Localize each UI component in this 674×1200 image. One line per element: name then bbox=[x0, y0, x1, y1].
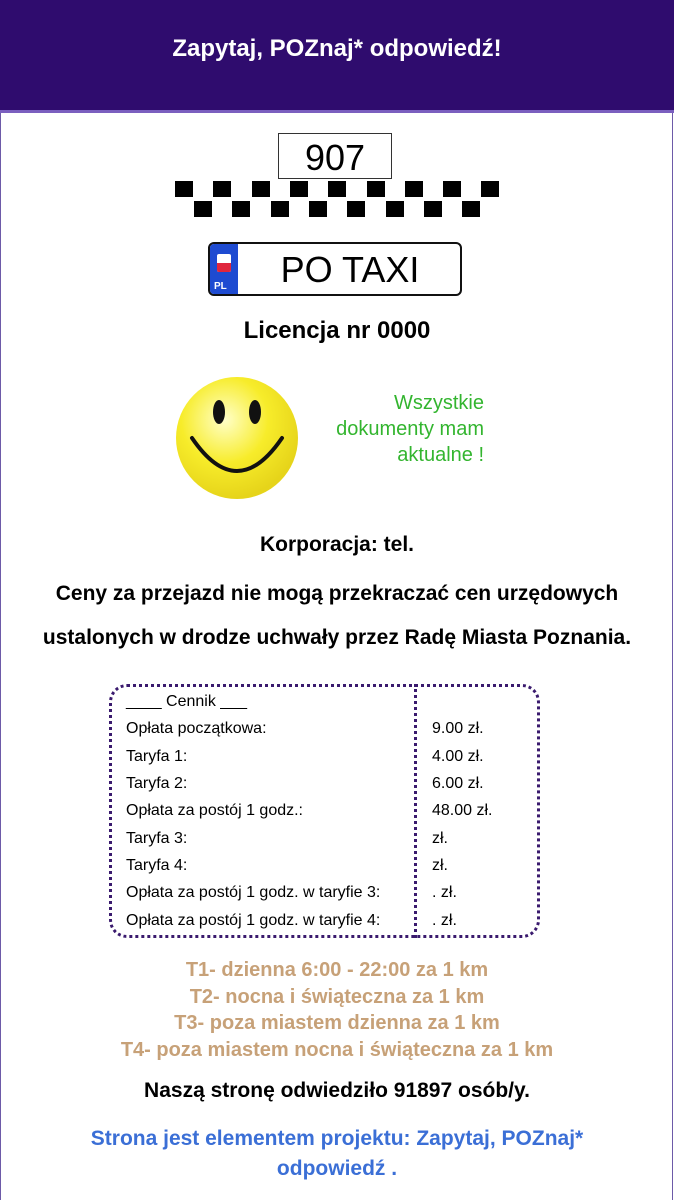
tariff-description: T2- nocna i świąteczna za 1 km bbox=[189, 986, 485, 1008]
plate-country-code: PL bbox=[214, 281, 227, 292]
plate-text: PO TAXI bbox=[280, 249, 420, 290]
price-row-value: 9.00 zł. bbox=[432, 720, 484, 737]
price-list-divider bbox=[414, 684, 417, 938]
price-row-label: Opłata początkowa: bbox=[126, 720, 267, 737]
checkered-stripe bbox=[175, 181, 499, 219]
page-title: Zapytaj, POZnaj* odpowiedź! bbox=[172, 35, 502, 62]
documents-note-line: Wszystkie bbox=[394, 392, 484, 414]
corporation-phone: Korporacja: tel. bbox=[259, 533, 415, 556]
price-row-label: Taryfa 4: bbox=[126, 857, 188, 874]
eu-band bbox=[210, 244, 238, 294]
price-row-value: 48.00 zł. bbox=[432, 802, 493, 819]
project-link[interactable] bbox=[40, 1124, 634, 1184]
price-list-header: ____ Cennik ___ bbox=[126, 693, 247, 710]
tariff-description: T3- poza miastem dzienna za 1 km bbox=[174, 1012, 500, 1034]
documents-note-line: dokumenty mam bbox=[336, 418, 484, 440]
price-row-label: Taryfa 2: bbox=[126, 775, 188, 792]
price-row-value: . zł. bbox=[432, 884, 457, 901]
documents-note bbox=[300, 390, 484, 468]
tariff-description: T4- poza miastem nocna i świąteczna za 1 km bbox=[120, 1039, 554, 1061]
price-row-label: Opłata za postój 1 godz.: bbox=[126, 802, 303, 819]
polish-flag-icon bbox=[217, 254, 231, 272]
price-row-value: 4.00 zł. bbox=[432, 748, 484, 765]
price-row-value: 6.00 zł. bbox=[432, 775, 484, 792]
price-notice-line: ustalonych w drodze uchwały przez Radę Miasta Poznania. bbox=[42, 626, 632, 649]
price-row-label: Taryfa 1: bbox=[126, 748, 188, 765]
price-notice bbox=[0, 572, 674, 660]
project-link-line[interactable]: odpowiedź . bbox=[276, 1157, 398, 1180]
documents-note-line: aktualne ! bbox=[397, 444, 484, 466]
tariff-description: T1- dzienna 6:00 - 22:00 za 1 km bbox=[185, 959, 489, 981]
project-link-line[interactable]: Strona jest elementem projektu: Zapytaj, POZnaj* bbox=[90, 1127, 584, 1150]
price-row-value: zł. bbox=[432, 830, 448, 847]
license-plate bbox=[208, 242, 462, 296]
license-number: Licencja nr 0000 bbox=[243, 317, 431, 344]
price-row-label: Taryfa 3: bbox=[126, 830, 188, 847]
price-row-label: Opłata za postój 1 godz. w taryfie 4: bbox=[126, 912, 381, 929]
price-row-label: Opłata za postój 1 godz. w taryfie 3: bbox=[126, 884, 381, 901]
page-header bbox=[0, 0, 674, 113]
taxi-side-number: 907 bbox=[278, 133, 392, 179]
visit-counter: Naszą stronę odwiedziło 91897 osób/y. bbox=[144, 1079, 530, 1102]
price-row-value: zł. bbox=[432, 857, 448, 874]
smiley-icon bbox=[175, 376, 299, 500]
price-notice-line: Ceny za przejazd nie mogą przekraczać cen urzędowych bbox=[55, 582, 619, 605]
price-row-value: . zł. bbox=[432, 912, 457, 929]
